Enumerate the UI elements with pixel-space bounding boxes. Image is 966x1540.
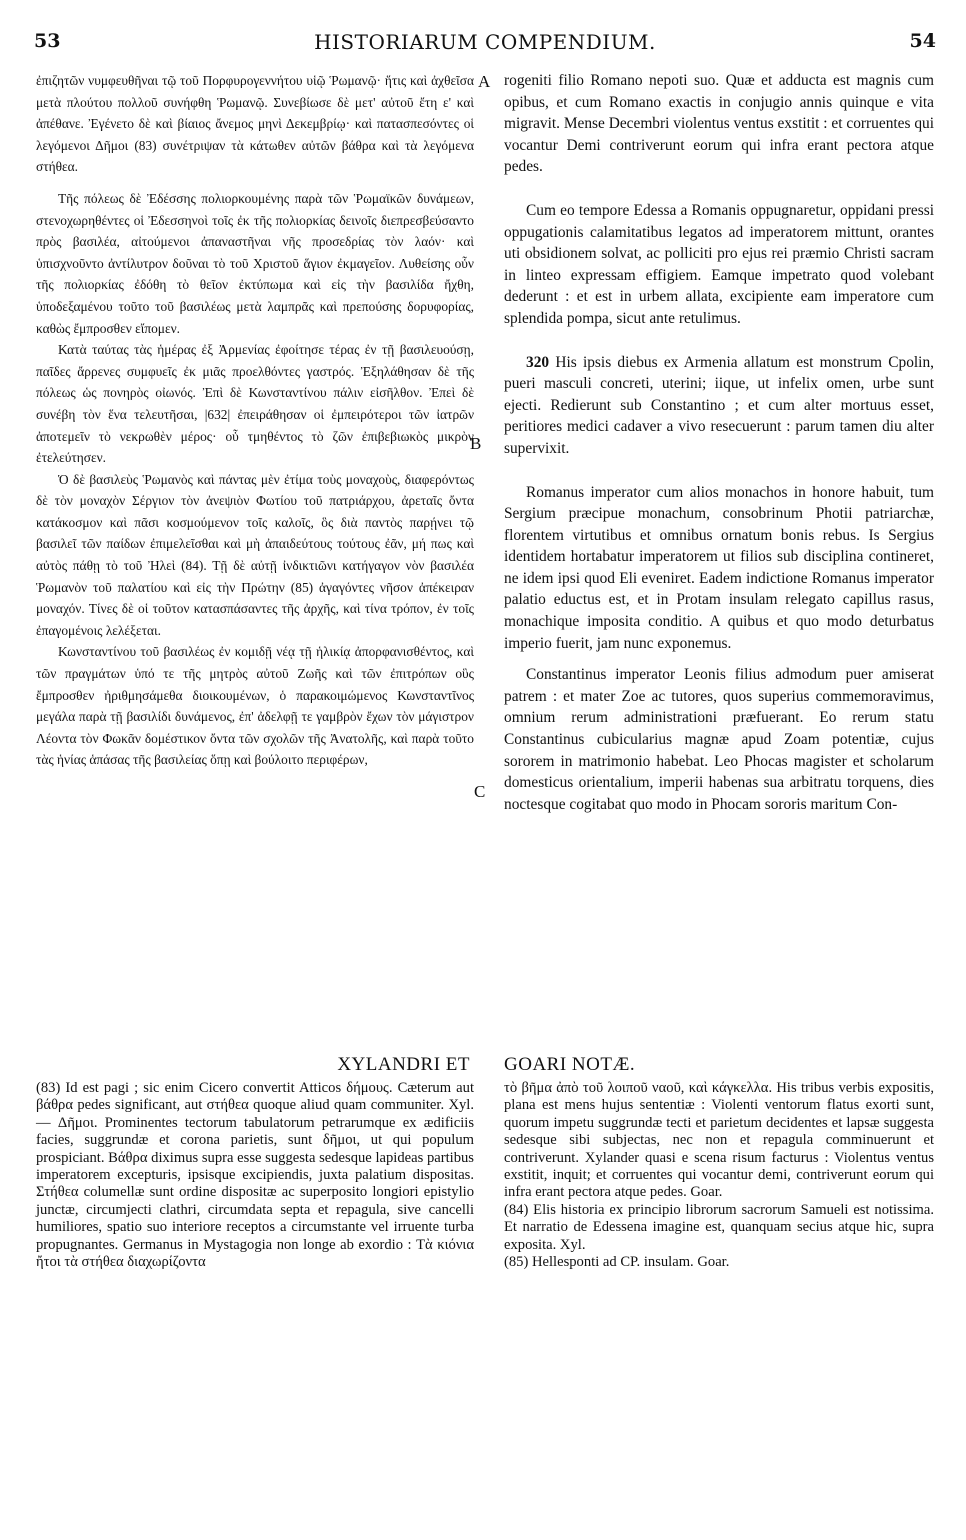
latin-paragraph: Cum eo tempore Edessa a Romanis oppugnaretur, oppidani pressi oppugationis calamitatibus legatos ad imperatorem mittunt, orantes uti obsidionem solvat, ac polliciti pro ejus rei præmio Christi sacram in linteo expressam effigiem. Eamque impetrato quod volebant dederunt : et est in urbem allata, excipiente eam imperatore cum splendida pompa, sicut ante retulimus. [504, 201, 934, 327]
notes-heading-left: XYLANDRI ET [337, 1054, 470, 1075]
page-number-left: 53 [34, 30, 61, 52]
note-paragraph: τὸ βῆμα ἀπὸ τοῦ λοιποῦ ναοῦ, καὶ κάγκελλα. His tribus verbis expositis, plana est mens hujus sententiæ : Violenti ventorum flatus exorti sunt, quorum impetu suggrundæ tecti et parietum decidentes et lapsæ suggesta sedesque sibi subjectas, nec non et repagula comminuerunt et contriverunt. Xylander quasi e scena risum facturus : Violentus ventus exstitit, inquit; et corruentes qui vocantur demi, contriverunt eorum qui infra erant pectora atque pedes. Goar. [504, 1080, 934, 1201]
running-title: HISTORIARUM COMPENDIUM. [314, 30, 656, 54]
greek-paragraph: Τῆς πόλεως δὲ Ἐδέσσης πολιορκουμένης παρὰ τῶν Ῥωμαϊκῶν δυνάμεων, στενοχωρηθέντες οἱ Ἐδεσσηνοὶ τοῖς ἐκ τῆς πολιορκίας δεινοῖς διεπρεσβεύσαντο πρὸς βασιλέα, αἰτούμενοι ἀπαναστῆναι νῆς προσεδρίας τὸν λαόν· καὶ ὑπισχνοῦντο ἀντίλυτρον δοῦναι τὸ τοῦ Χριστοῦ ἅγιον ἐκμαγεῖον. Λυθείσης οὖν τῆς πολιορκίας ἐδόθη τὸ θεῖον ἐκτύπωμα καὶ εἰς τὴν βασιλίδα ἤχθη, ὑποδεξαμένου τοῦτο τοῦ βασιλέως μετὰ λαμπρᾶς καὶ πρεπούσης δορυφορίας, καθὼς ἔμπροσθεν εἴπομεν. [36, 190, 474, 336]
greek-paragraph: Ὁ δὲ βασιλεὺς Ῥωμανὸς καὶ πάντας μὲν ἐτίμα τοὺς μοναχοὺς, διαφερόντως δὲ τὸν μοναχὸν Σέργιον τὸν ἀνεψιὸν Φωτίου τοῦ πατριάρχου, ἀρεταῖς ὄντα κατάκοσμον καὶ πᾶσι κοσμούμενον τοῖς καλοῖς, ὃς διὰ παντὸς παρῄνει τῷ βασιλεῖ τῶν παίδων ἐπιμελεῖσθαι καὶ μὴ ἀπαιδεύτους τούτους ἐᾶν, μή πως καὶ αὐτὸς πάθῃ τὸ τοῦ Ἠλεὶ (84). Τῇ δὲ αὐτῇ ἰνδικτιῶνι κατήγαγον νὸν βασιλέα Ῥωμανὸν τοῦ παλατίου καὶ εἰς τὴν Πρώτην (85) ἀγαγόντες νῆσον ἀπέκειραν μοναχόν. Τίνες δὲ οἱ τοῦτον κατασπάσαντες τῆς ἀρχῆς, καὶ τίνα τρόπον, ἐν τοῖς ἐπαγομένοις λελέξεται. [36, 471, 474, 638]
notes-heading [36, 1054, 936, 1080]
latin-paragraph: Romanus imperator cum alios monachos in honore habuit, tum Sergium præcipue monachum, consobrinum Photii patriarchæ, florentem virtutibus et omnibus ornatum bonis rebus. Is Sergius identidem hortabatur imperatorem ut filios sub disciplina contineret, ne idem ipsi quod Eli eveniret. Eadem indictione Romanus imperator palatio eductus est, et in Protam insulam relegato capillus rasus, monachique imposita conditio. A quibus et quo modo deturbatus imperio fuerit, jam nunc exponemus. [504, 483, 934, 652]
greek-paragraph: ἐπιζητῶν νυμφευθῆναι τῷ τοῦ Πορφυρογεννήτου υἱῷ Ῥωμανῷ· ἥτις καὶ ἀχθεῖσα μετὰ πλούτου πολλοῦ συνήφθη Ῥωμανῷ. Συνεβίωσε δὲ μετ' αὐτοῦ ἔτη ε' καὶ ἀπέθανε. Ἐγένετο δὲ καὶ βίαιος ἄνεμος μηνὶ Δεκεμβρίῳ· καὶ πατασπεσόντες οἱ λεγόμενοι Δῆμοι (83) συνέτριψαν τὰ κάτωθεν αὐτῶν βάθρα καὶ τὰ λεγόμενα στήθεα. [36, 73, 474, 175]
margin-letter-b: B [470, 434, 482, 453]
note-paragraph: (84) Elis historia ex principio librorum sacrorum Samueli est notissima. Et narratio de Edessena imagine est, quanquam secius atque hic, supra exposita. Xyl. [504, 1201, 934, 1253]
note-paragraph: (85) Hellesponti ad CP. insulam. Goar. [504, 1254, 730, 1271]
greek-paragraph: Κωνσταντίνου τοῦ βασιλέως ἐν κομιδῇ νέᾳ τῇ ἡλικίᾳ ἀπορφανισθέντος, καὶ τῶν πραγμάτων ὑπό τε τῆς μητρὸς αὐτοῦ Ζωῆς καὶ τῶν ἐπιτρόπων οὓς ἔμπροσθεν ἠριθμησάμεθα διοικουμένων, ὁ παρακοιμώμενος Κωνσταντῖνος μεγάλα παρὰ τῇ βασιλίδι δυνάμενος, ἐπ' ἀδελφῇ τε γαμβρὸν ἔχων τὸν μάγιστρον Λέοντα τὸν Φωκᾶν δομέστικον ὄντα τῶν σχολῶν τῆς Ἀνατολῆς, καὶ παρὰ τοῦτο τὰς ἡνίας ἁπάσας τῆς βασιλείας ὅπῃ καὶ βούλοιτο περιφέρων, [36, 644, 474, 768]
notes-column-right [504, 1080, 934, 1271]
latin-paragraph: rogeniti filio Romano nepoti suo. Quæ et adducta est magnis cum opibus, et cum Romano exactis in conjugio annis quinque e vita migravit. Mense Decembri violentus ventus exstitit : et corruentes qui vocantur Demi contriverunt eorum qui infra erant pectora atque pedes. [504, 72, 934, 176]
notes-heading-right: GOARI NOTÆ. [504, 1054, 636, 1075]
greek-paragraph: Κατὰ ταύτας τὰς ἡμέρας ἐξ Ἀρμενίας ἐφοίτησε τέρας ἐν τῇ βασιλευούσῃ, παῖδες ἄρρενες συμφυεῖς ἐκ μιᾶς προελθόντες γαστρός. Ἐξηλάθησαν δὲ τῆς πόλεως ὡς πονηρὸς οἰωνός. Ἐπὶ δὲ Κωνσταντίνου πάλιν εἰσῆλθον. Ἐπεὶ δὲ συνέβη τὸν ἕνα τελευτῆσαι, |632| ἐπειράθησαν οἱ ἐμπειρότεροι τῶν ἰατρῶν ἀποτεμεῖν τὸ νεκρωθὲν μέρος· οὗ τμηθέντος τὸ ζῶν ἐπιβεβιωκὸς μικρὸν ἐτελεύτησεν. [36, 342, 474, 466]
latin-text-column [504, 70, 934, 815]
page-header [34, 30, 936, 58]
section-number: 320 [526, 353, 550, 371]
margin-letter-c: C [474, 782, 486, 801]
greek-text-column [36, 70, 474, 771]
margin-letter-a: A [478, 72, 491, 91]
page-number-right: 54 [909, 30, 936, 52]
notes-column-left [36, 1080, 474, 1271]
latin-paragraph: Constantinus imperator Leonis filius admodum puer amiserat patrem : et mater Zoe ac tutores, quos superius commemoravimus, omnium rerum administrationi præfuerant. Eo rerum statu Constantinus cubicularius magnæ apud Zoam potentiæ, cujus sororem in matrimonio habebat. Leo Phocas magister et scholarum domesticus orientalium, imperii habenas sua arbitratu torquens, dies noctesque cogitabat quo modo in Phocam sororis maritum Con- [504, 666, 934, 813]
latin-paragraph-text: His ipsis diebus ex Armenia allatum est monstrum Cpolin, pueri masculi concreti, uterini; iique, ut infelix omen, urbe sunt ejecti. Redierunt sub Constantino ; et cum alter mortuus esset, peritiores medici cadaver a vivo resecuerunt : parum tamen diu alter supervixit. [504, 353, 934, 457]
note-paragraph: (83) Id est pagi ; sic enim Cicero convertit Atticos δήμους. Cæterum aut βάθρα pedes significant, aut στήθεα quoque aliud quam communiter. Xyl. — Δῆμοι. Prominentes tectorum tabulatorum petrarumque ex ædificiis facies, suggrundæ et corona parietis, sunt δῆμοι, ut qui populum prospiciant. Βάθρα diximus supra esse suggesta sedesque lapideas partibus imperatorem excepturis, ipsisque excipiendis, juxta palatium dispositas. Στήθεα columellæ sunt ordine dispositæ ac superposito longiori epistylio junctæ, circumjecti clathri, circumdata septa et repagula, sive cancelli humiliores, spatio suo interiore receptos a circumstante vel irruente turba propugnantes. Germanus in Mystagogia non longe ab exordio : Τὰ κιόνια ἤτοι τὰ στήθεα διαχωρίζοντα [36, 1080, 474, 1271]
latin-paragraph-320 [504, 352, 934, 460]
